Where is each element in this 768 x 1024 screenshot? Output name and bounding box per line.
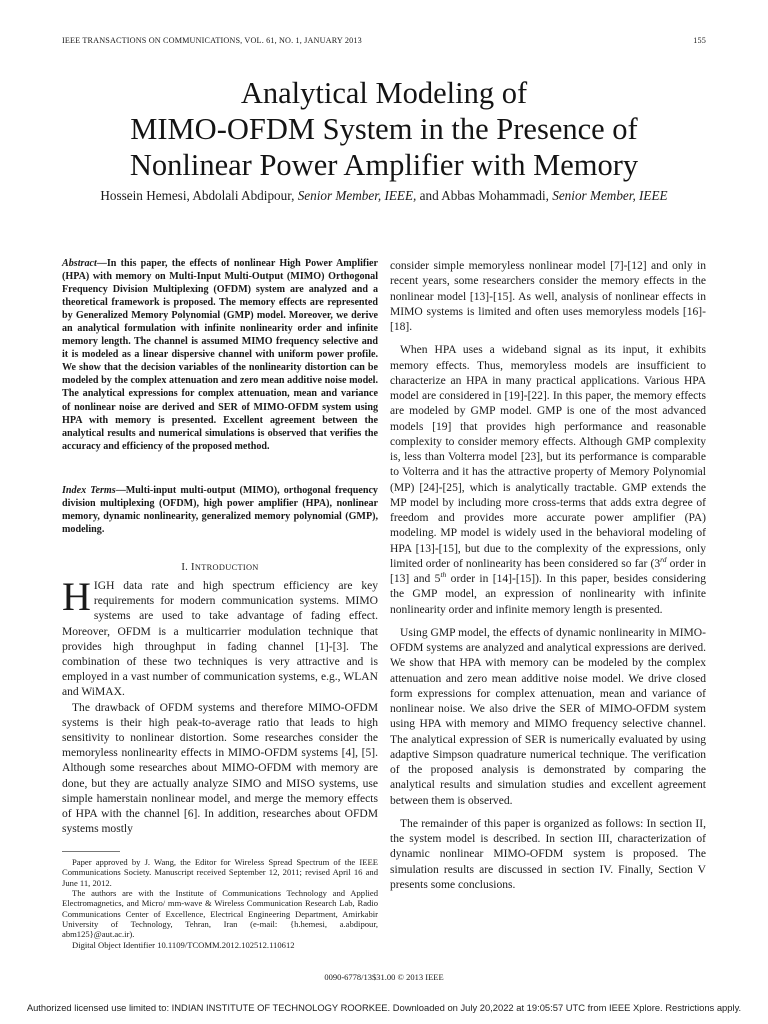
index-terms-label: Index Terms [62, 485, 116, 496]
right-paragraph-3: Using GMP model, the effects of dynamic nonlinearity in MIMO-OFDM systems are analyzed and analytical expressions are derived. We show that HPA with memory can be modeled by the complex attenuation and zero mean additive noise model. We drive closed form expressions for complex attenuation, mean and variance of nonlinear noise. We also drive the SER of MIMO-OFDM system using HPA with memory and MIMO frequency selective channel. The analytical expression of SER is numerically evaluated by using adaptive Simpson quadrature numerical technique. The verification of the proposed analysis is demonstrated by comparing the analytical results and simulation studies and excellent agreement between them is observed. [390, 626, 706, 807]
index-terms [62, 484, 378, 536]
footnote-rule [62, 851, 120, 852]
right-paragraph-1: consider simple memoryless nonlinear model [7]-[12] and only in recent years, some researchers consider the memory effects in the nonlinear model [13]-[15]. As well, analysis of nonlinear effects in MIMO systems is limited and often uses memoryless models [16]-[18]. [390, 260, 706, 333]
footnotes [62, 857, 378, 950]
section-name: NTRODUCTION [194, 563, 259, 572]
copyright-line: 0090-6778/13$31.00 © 2013 IEEE [324, 972, 444, 982]
section-numeral: I. I [181, 562, 195, 573]
intro-paragraph-1 [62, 574, 378, 701]
superscript-rd: rd [660, 554, 667, 564]
superscript-th: th [440, 570, 447, 580]
author-line [20, 188, 748, 204]
page-number: 155 [693, 36, 706, 45]
intro-paragraph-1-text: IGH data rate and high spectrum efficiency are key requirements for modern communication systems. MIMO systems are used to take advantage of fading effect. Moreover, OFDM is a multicarrier modulation technique that provides high throughput in fading channel [1]-[3]. The combination of these two techniques is very attractive and is employed in a vast number of communication systems, e.g., WLAN and WiMAX. [62, 580, 378, 699]
title-line-3: Nonlinear Power Amplifier with Memory [129, 148, 639, 182]
drop-cap: H [62, 574, 91, 619]
introduction-text [62, 574, 378, 837]
license-banner: Authorized licensed use limited to: INDIAN INSTITUTE OF TECHNOLOGY ROORKEE. Downloaded on July 20,2022 at 19:05:57 UTC from IEEE Xplore. Restrictions apply. [26, 1002, 742, 1013]
right-paragraph-2-part-b: order in [13] and 5 [390, 557, 707, 585]
paper-title [40, 75, 728, 183]
abstract [62, 257, 378, 453]
author-role-1: Senior Member, IEEE, [297, 188, 417, 203]
footnote-affiliation: The authors are with the Institute of Communications Technology and Applied Electromagnetics, and Micro/ mm-wave & Wireless Communication Research Lab, Radio Communications Center of Excellence, Electrical Engineering Department, Amirkabir University of Technology, Tehran, Iran (e-mail: {h.hemesi, a.abdipour, abm125}@aut.ac.ir). [62, 888, 378, 940]
abstract-label: Abstract [62, 258, 97, 269]
title-line-1: Analytical Modeling of [240, 76, 528, 110]
right-paragraph-2 [390, 343, 706, 618]
section-heading-introduction [62, 562, 378, 573]
author-names-2: and Abbas Mohammadi, [416, 188, 553, 203]
journal-header: IEEE TRANSACTIONS ON COMMUNICATIONS, VOL. 61, NO. 1, JANUARY 2013 [62, 36, 362, 45]
right-paragraph-2-part-c: order in [14]-[15]). In this paper, besides considering the GMP model, an expression of nonlinearity with infinite nonlinearity order and infinite memory length is presented. [390, 573, 706, 616]
right-paragraph-2-part-a: When HPA uses a wideband signal as its input, it exhibits memory effects. Thus, memoryless models are insufficient to characterize an HPA in many practical applications. Various HPA model are considered in [19]-[22]. In this paper, the memory effects are modeled by GMP model. GMP is one of the most advanced models [19] that provides high performance and reasonable complexity to consider memory effects. Although GMP complexity is, less than Volterra model [23], but its performance is comparable to Volterra and it has the attractive property of Memory Polynomial (MP) [24]-[25], which is analytically tractable. GMP extends the MP model by including more cross-terms that adds extra degree of freedom and provides more accurate power amplifier (PA) modeling. MP model is widely used in the behavioral modeling of HPA [13]-[15], but due to the complexity of the expressions, only limited order of nonlinearity has been considered so far (3 [390, 344, 706, 570]
footnote-approval: Paper approved by J. Wang, the Editor for Wireless Spread Spectrum of the IEEE Communications Society. Manuscript received September 12, 2011; revised April 16 and June 11, 2012. [62, 857, 378, 888]
author-names-1: Hossein Hemesi, Abdolali Abdipour, [100, 188, 298, 203]
author-role-2: Senior Member, IEEE [552, 188, 668, 203]
intro-paragraph-2: The drawback of OFDM systems and therefore MIMO-OFDM systems is their high peak-to-average ratio that leads to high sensitivity to nonlinear distortion. Some researches consider the memoryless nonlinearity effects in MIMO-OFDM systems [4], [5]. Although some researches about MIMO-OFDM with memory are done, but they are actually analyze SIMO and MISO systems, use simple hamerstain nonlinear model, and merge the memory effects of HPA with the channel [6]. In addition, researches about OFDM systems mostly [62, 701, 378, 836]
right-column-text [390, 259, 706, 901]
title-line-2: MIMO-OFDM System in the Presence of [130, 112, 638, 146]
running-header [62, 36, 706, 50]
right-paragraph-4: The remainder of this paper is organized as follows: In section II, the system model is described. In section III, characterization of dynamic nonlinear MIMO-OFDM system is proposed. The simulation results are discussed in section IV. Finally, Section V presents some conclusions. [390, 817, 706, 891]
abstract-text: —In this paper, the effects of nonlinear High Power Amplifier (HPA) with memory on Multi-Input Multi-Output (MIMO) Orthogonal Frequency Division Multiplexing (OFDM) system are analyzed and a theoretical framework is proposed. The memory effects are represented by Generalized Memory Polynomial (GMP) model. Moreover, we derive an analytical formulation with infinite nonlinearity order and infinite memory length. The channel is assumed MIMO frequency selective and it is modeled as a linear dispersive channel with uniform power profile. We show that the decision variables of the nonlinearity distortion can be modeled by the complex attenuation and zero mean additive noise model. The analytical expressions for complex attenuation, mean and variance of nonlinear noise are derived and SER of MIMO-OFDM system using HPA with memory is presented. Excellent agreement between the analytical results and numerical simulations is observed that verifies the accuracy and efficiency of the proposed method. [62, 258, 378, 452]
footnote-doi: Digital Object Identifier 10.1109/TCOMM.2012.102512.110612 [72, 939, 295, 950]
index-terms-text: —Multi-input multi-output (MIMO), orthogonal frequency division multiplexing (OFDM), high power amplifier (HPA), nonlinear memory, dynamic nonlinearity, generalized memory polynomial (GMP), modeling. [62, 485, 378, 536]
